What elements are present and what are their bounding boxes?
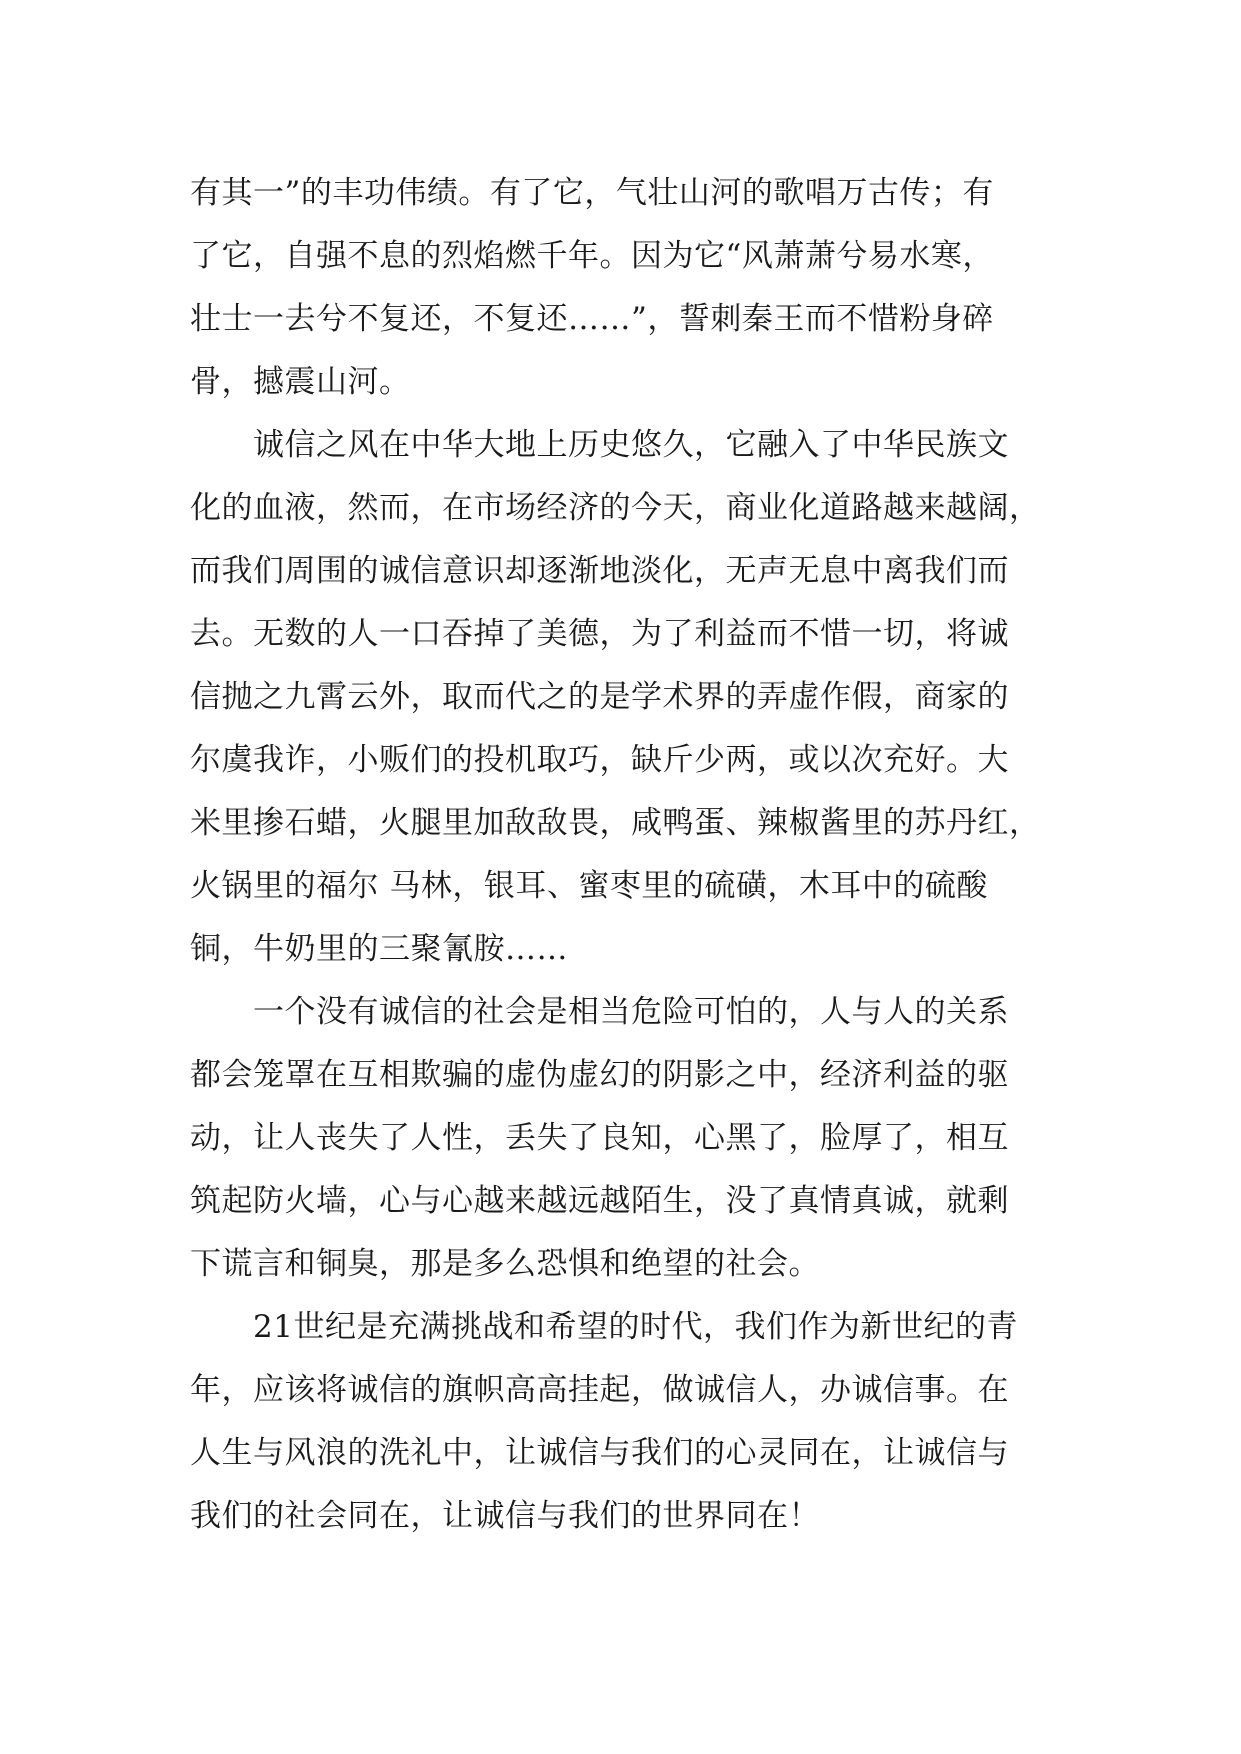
text-line: 都会笼罩在互相欺骗的虚伪虚幻的阴影之中，经济利益的驱 xyxy=(190,1057,1009,1093)
text-line: 21世纪是充满挑战和希望的时代，我们作为新世纪的青 xyxy=(190,1309,1018,1345)
text-line: 火锅里的福尔 马林，银耳、蜜枣里的硫磺，木耳中的硫酸 xyxy=(190,868,988,904)
text-line: 尔虞我诈，小贩们的投机取巧，缺斤少两，或以次充好。大 xyxy=(190,742,1009,778)
text-line: 诚信之风在中华大地上历史悠久，它融入了中华民族文 xyxy=(190,427,1009,463)
text-line: 米里掺石蜡，火腿里加敌敌畏，咸鸭蛋、辣椒酱里的苏丹红， xyxy=(190,805,1041,841)
text-line: 铜，牛奶里的三聚氰胺…… xyxy=(190,931,568,967)
text-line: 年，应该将诚信的旗帜高高挂起，做诚信人，办诚信事。在 xyxy=(190,1372,1009,1408)
text-line: 筑起防火墙，心与心越来越远越陌生，没了真情真诚，就剩 xyxy=(190,1183,1009,1219)
text-line: 动，让人丧失了人性，丢失了良知，心黑了，脸厚了，相互 xyxy=(190,1120,1009,1156)
text-line: 有其一”的丰功伟绩。有了它，气壮山河的歌唱万古传；有 xyxy=(190,175,994,211)
text-line: 骨，撼震山河。 xyxy=(190,364,411,400)
text-line: 了它，自强不息的烈焰燃千年。因为它“风萧萧兮易水寒， xyxy=(190,238,994,274)
text-line: 一个没有诚信的社会是相当危险可怕的，人与人的关系 xyxy=(190,994,1009,1030)
text-line: 去。无数的人一口吞掉了美德，为了利益而不惜一切，将诚 xyxy=(190,616,1009,652)
body-text xyxy=(190,162,1060,1548)
text-line: 下谎言和铜臭，那是多么恐惧和绝望的社会。 xyxy=(190,1246,820,1282)
text-line: 化的血液，然而，在市场经济的今天，商业化道路越来越阔， xyxy=(190,490,1041,526)
text-line: 人生与风浪的洗礼中，让诚信与我们的心灵同在，让诚信与 xyxy=(190,1435,1009,1471)
text-line: 壮士一去兮不复还，不复还……”，誓刺秦王而不惜粉身碎 xyxy=(190,301,994,337)
text-line: 信抛之九霄云外，取而代之的是学术界的弄虚作假，商家的 xyxy=(190,679,1009,715)
text-line: 而我们周围的诚信意识却逐渐地淡化，无声无息中离我们而 xyxy=(190,553,1009,589)
text-line: 我们的社会同在，让诚信与我们的世界同在！ xyxy=(190,1498,820,1534)
